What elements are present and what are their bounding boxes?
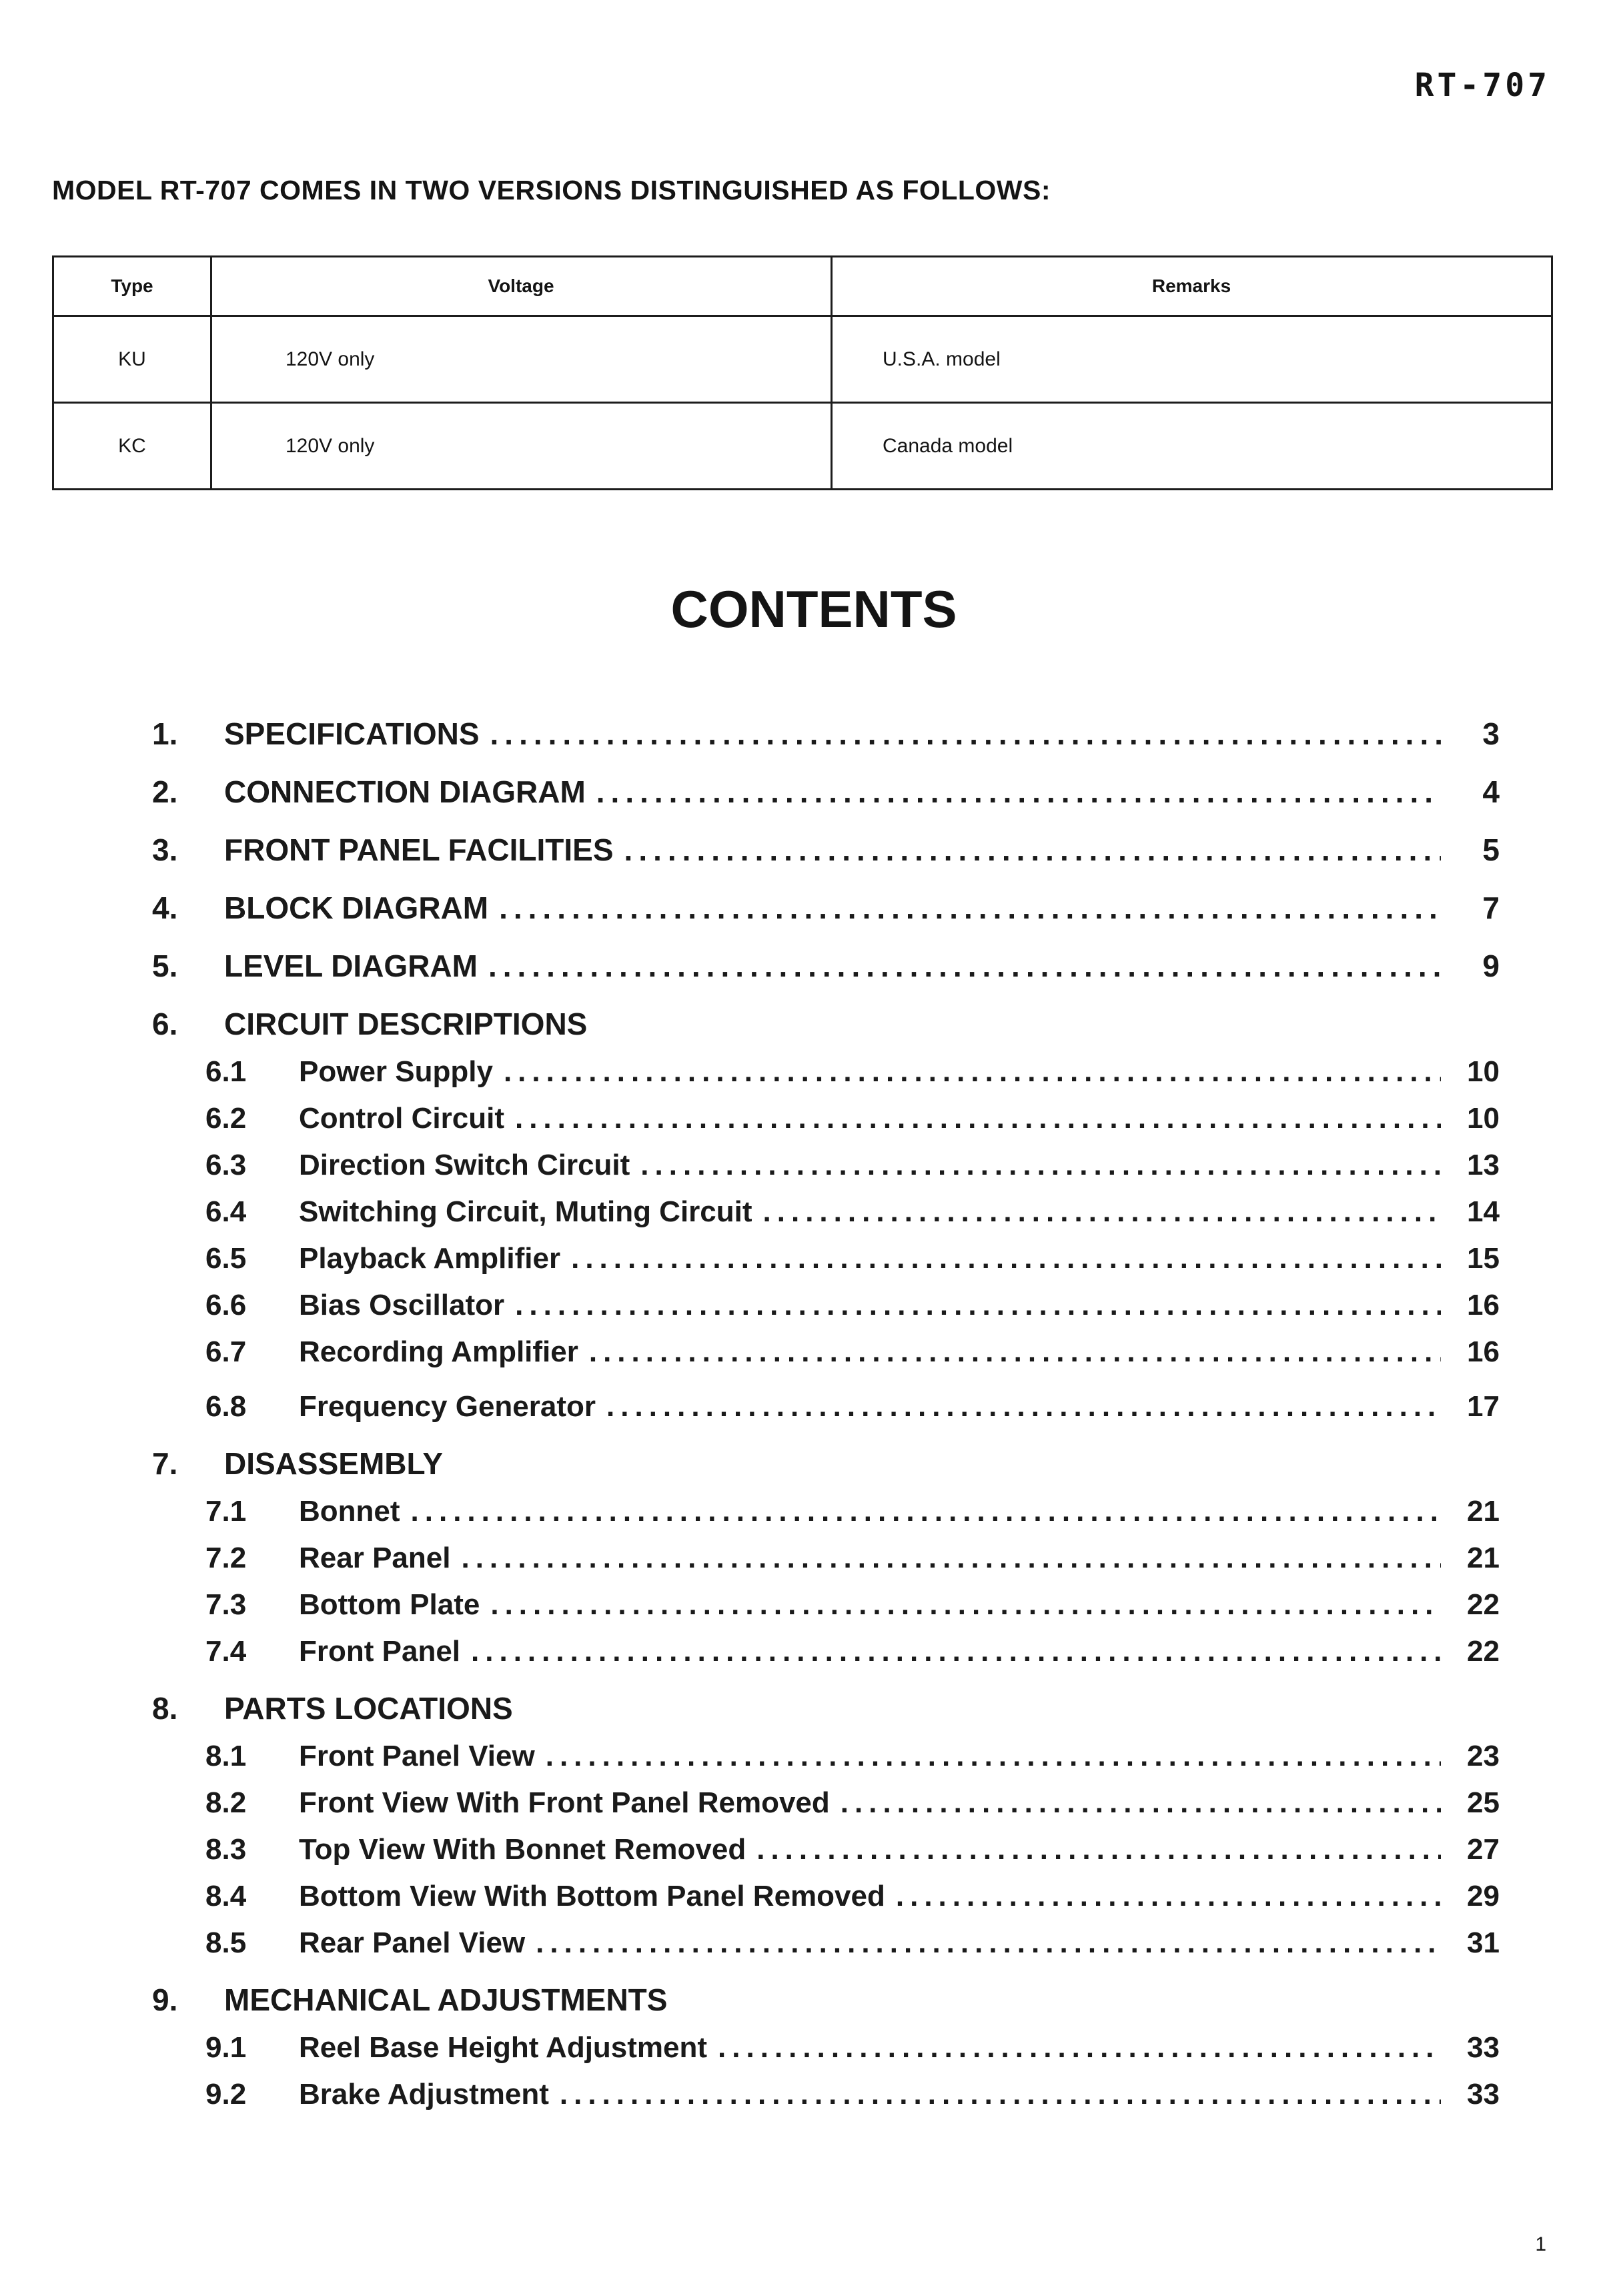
toc-entry[interactable]	[152, 1773, 1500, 1820]
toc-page: 9	[1482, 949, 1500, 983]
cell-type: KC	[53, 403, 211, 490]
toc-page: 31	[1467, 1926, 1500, 1959]
toc-page: 15	[1467, 1242, 1500, 1275]
toc-title: LEVEL DIAGRAM	[224, 949, 478, 983]
cell-voltage: 120V only	[211, 316, 832, 403]
versions-table	[52, 255, 1553, 490]
toc-number: 7.2	[205, 1542, 247, 1574]
toc-section[interactable]	[152, 1960, 1500, 2018]
toc-section[interactable]	[152, 1668, 1500, 1726]
table-of-contents	[152, 694, 1500, 2111]
toc-entry[interactable]	[152, 1726, 1500, 1773]
dot-leader	[411, 1495, 1441, 1528]
toc-number: 6.8	[205, 1390, 247, 1423]
page-number: 1	[1535, 2233, 1546, 2255]
toc-title: Bottom Plate	[299, 1588, 480, 1621]
toc-entry[interactable]	[152, 926, 1500, 984]
dot-leader	[461, 1542, 1441, 1575]
toc-page: 7	[1482, 891, 1500, 925]
table-row	[53, 403, 1552, 490]
toc-entry[interactable]	[152, 810, 1500, 868]
toc-entry[interactable]	[152, 1135, 1500, 1182]
dot-leader	[515, 1289, 1441, 1322]
toc-entry[interactable]	[152, 1042, 1500, 1089]
dot-leader	[624, 832, 1441, 868]
toc-title: Brake Adjustment	[299, 2078, 549, 2111]
toc-section[interactable]	[152, 1423, 1500, 1482]
toc-page: 27	[1467, 1833, 1500, 1866]
dot-leader	[756, 1833, 1441, 1866]
model-code: RT-707	[1414, 67, 1550, 104]
dot-leader	[606, 1390, 1441, 1423]
dot-leader	[471, 1635, 1441, 1668]
toc-entry[interactable]	[152, 752, 1500, 810]
toc-number: 8.5	[205, 1926, 247, 1959]
toc-number: 5.	[152, 949, 178, 983]
toc-entry[interactable]	[152, 1575, 1500, 1622]
toc-title: Top View With Bonnet Removed	[299, 1833, 746, 1866]
dot-leader	[718, 2031, 1441, 2065]
toc-entry[interactable]	[152, 1275, 1500, 1322]
contents-title: CONTENTS	[670, 580, 957, 638]
table-header-row	[53, 257, 1552, 316]
toc-title: Front Panel	[299, 1635, 461, 1668]
toc-number: 9.	[152, 1982, 178, 2017]
dot-leader	[896, 1880, 1441, 1913]
toc-number: 6.5	[205, 1242, 247, 1275]
toc-page: 10	[1467, 1102, 1500, 1135]
toc-entry[interactable]	[152, 1622, 1500, 1668]
cell-type: KU	[53, 316, 211, 403]
toc-page: 21	[1467, 1542, 1500, 1574]
toc-entry[interactable]	[152, 1820, 1500, 1866]
toc-number: 7.3	[205, 1588, 247, 1621]
header-type: Type	[53, 257, 211, 316]
toc-page: 17	[1467, 1390, 1500, 1423]
toc-number: 6.3	[205, 1149, 247, 1181]
toc-entry[interactable]	[152, 2065, 1500, 2111]
toc-title: Bias Oscillator	[299, 1289, 505, 1321]
toc-number: 7.4	[205, 1635, 247, 1668]
toc-title: SPECIFICATIONS	[224, 716, 480, 751]
toc-title: Frequency Generator	[299, 1390, 596, 1423]
toc-number: 1.	[152, 716, 178, 751]
toc-entry[interactable]	[152, 1089, 1500, 1135]
toc-page: 23	[1467, 1740, 1500, 1772]
toc-number: 9.1	[205, 2031, 247, 2064]
toc-title: CIRCUIT DESCRIPTIONS	[224, 1007, 588, 1041]
dot-leader	[488, 948, 1441, 984]
dot-leader	[499, 890, 1441, 926]
toc-title: CONNECTION DIAGRAM	[224, 774, 586, 809]
toc-number: 8.1	[205, 1740, 247, 1772]
toc-title: Bottom View With Bottom Panel Removed	[299, 1880, 885, 1912]
toc-page: 5	[1482, 832, 1500, 867]
dot-leader	[490, 1588, 1441, 1622]
toc-title: Direction Switch Circuit	[299, 1149, 630, 1181]
toc-page: 25	[1467, 1786, 1500, 1819]
toc-entry[interactable]	[152, 868, 1500, 926]
toc-title: Rear Panel	[299, 1542, 451, 1574]
dot-leader	[763, 1195, 1441, 1229]
cell-remarks: U.S.A. model	[832, 316, 1552, 403]
toc-title: Recording Amplifier	[299, 1335, 578, 1368]
header-voltage: Voltage	[211, 257, 832, 316]
toc-page: 14	[1467, 1195, 1500, 1228]
toc-section[interactable]	[152, 984, 1500, 1042]
toc-entry[interactable]	[152, 2018, 1500, 2065]
toc-title: Switching Circuit, Muting Circuit	[299, 1195, 752, 1228]
toc-entry[interactable]	[152, 1528, 1500, 1575]
toc-title: Power Supply	[299, 1055, 493, 1088]
toc-page: 33	[1467, 2031, 1500, 2064]
toc-title: Rear Panel View	[299, 1926, 526, 1959]
toc-title: Front View With Front Panel Removed	[299, 1786, 830, 1819]
toc-page: 29	[1467, 1880, 1500, 1912]
cell-voltage: 120V only	[211, 403, 832, 490]
toc-page: 16	[1467, 1335, 1500, 1368]
dot-leader	[560, 2078, 1441, 2111]
toc-title: BLOCK DIAGRAM	[224, 891, 489, 925]
toc-title: Bonnet	[299, 1495, 400, 1528]
toc-page: 16	[1467, 1289, 1500, 1321]
toc-entry[interactable]	[152, 1322, 1500, 1369]
dot-leader	[490, 716, 1441, 752]
toc-number: 6.2	[205, 1102, 247, 1135]
header-remarks: Remarks	[832, 257, 1552, 316]
toc-entry[interactable]	[152, 1229, 1500, 1275]
toc-page: 13	[1467, 1149, 1500, 1181]
toc-title: Reel Base Height Adjustment	[299, 2031, 708, 2064]
toc-number: 8.4	[205, 1880, 247, 1912]
toc-entry[interactable]	[152, 1482, 1500, 1528]
intro-heading: MODEL RT-707 COMES IN TWO VERSIONS DISTINGUISHED AS FOLLOWS:	[52, 175, 1051, 205]
toc-page: 33	[1467, 2078, 1500, 2111]
toc-page: 3	[1482, 716, 1500, 751]
toc-title: DISASSEMBLY	[224, 1446, 444, 1481]
toc-number: 9.2	[205, 2078, 247, 2111]
toc-entry[interactable]	[152, 1913, 1500, 1960]
toc-entry[interactable]	[152, 1866, 1500, 1913]
toc-title: FRONT PANEL FACILITIES	[224, 832, 614, 867]
toc-page: 10	[1467, 1055, 1500, 1088]
dot-leader	[504, 1055, 1441, 1089]
toc-number: 8.3	[205, 1833, 247, 1866]
toc-title: Playback Amplifier	[299, 1242, 561, 1275]
toc-title: Front Panel View	[299, 1740, 535, 1772]
toc-page: 21	[1467, 1495, 1500, 1528]
toc-number: 8.	[152, 1691, 178, 1726]
toc-number: 6.7	[205, 1335, 247, 1368]
toc-title: MECHANICAL ADJUSTMENTS	[224, 1982, 668, 2017]
dot-leader	[596, 774, 1441, 810]
toc-entry[interactable]	[152, 694, 1500, 752]
dot-leader	[640, 1149, 1441, 1182]
dot-leader	[571, 1242, 1441, 1275]
toc-title: PARTS LOCATIONS	[224, 1691, 513, 1726]
toc-page: 22	[1467, 1635, 1500, 1668]
toc-number: 6.4	[205, 1195, 247, 1228]
dot-leader	[536, 1926, 1441, 1960]
toc-number: 7.	[152, 1446, 178, 1481]
toc-number: 4.	[152, 891, 178, 925]
toc-number: 8.2	[205, 1786, 247, 1819]
toc-number: 7.1	[205, 1495, 247, 1528]
toc-number: 6.6	[205, 1289, 247, 1321]
toc-page: 22	[1467, 1588, 1500, 1621]
toc-number: 6.	[152, 1007, 178, 1041]
toc-entry[interactable]	[152, 1182, 1500, 1229]
toc-number: 3.	[152, 832, 178, 867]
dot-leader	[546, 1740, 1441, 1773]
dot-leader	[515, 1102, 1441, 1135]
toc-entry[interactable]	[152, 1369, 1500, 1423]
toc-number: 2.	[152, 774, 178, 809]
cell-remarks: Canada model	[832, 403, 1552, 490]
toc-number: 6.1	[205, 1055, 247, 1088]
dot-leader	[841, 1786, 1441, 1820]
toc-page: 4	[1482, 774, 1500, 809]
toc-title: Control Circuit	[299, 1102, 504, 1135]
table-row	[53, 316, 1552, 403]
dot-leader	[589, 1335, 1441, 1369]
